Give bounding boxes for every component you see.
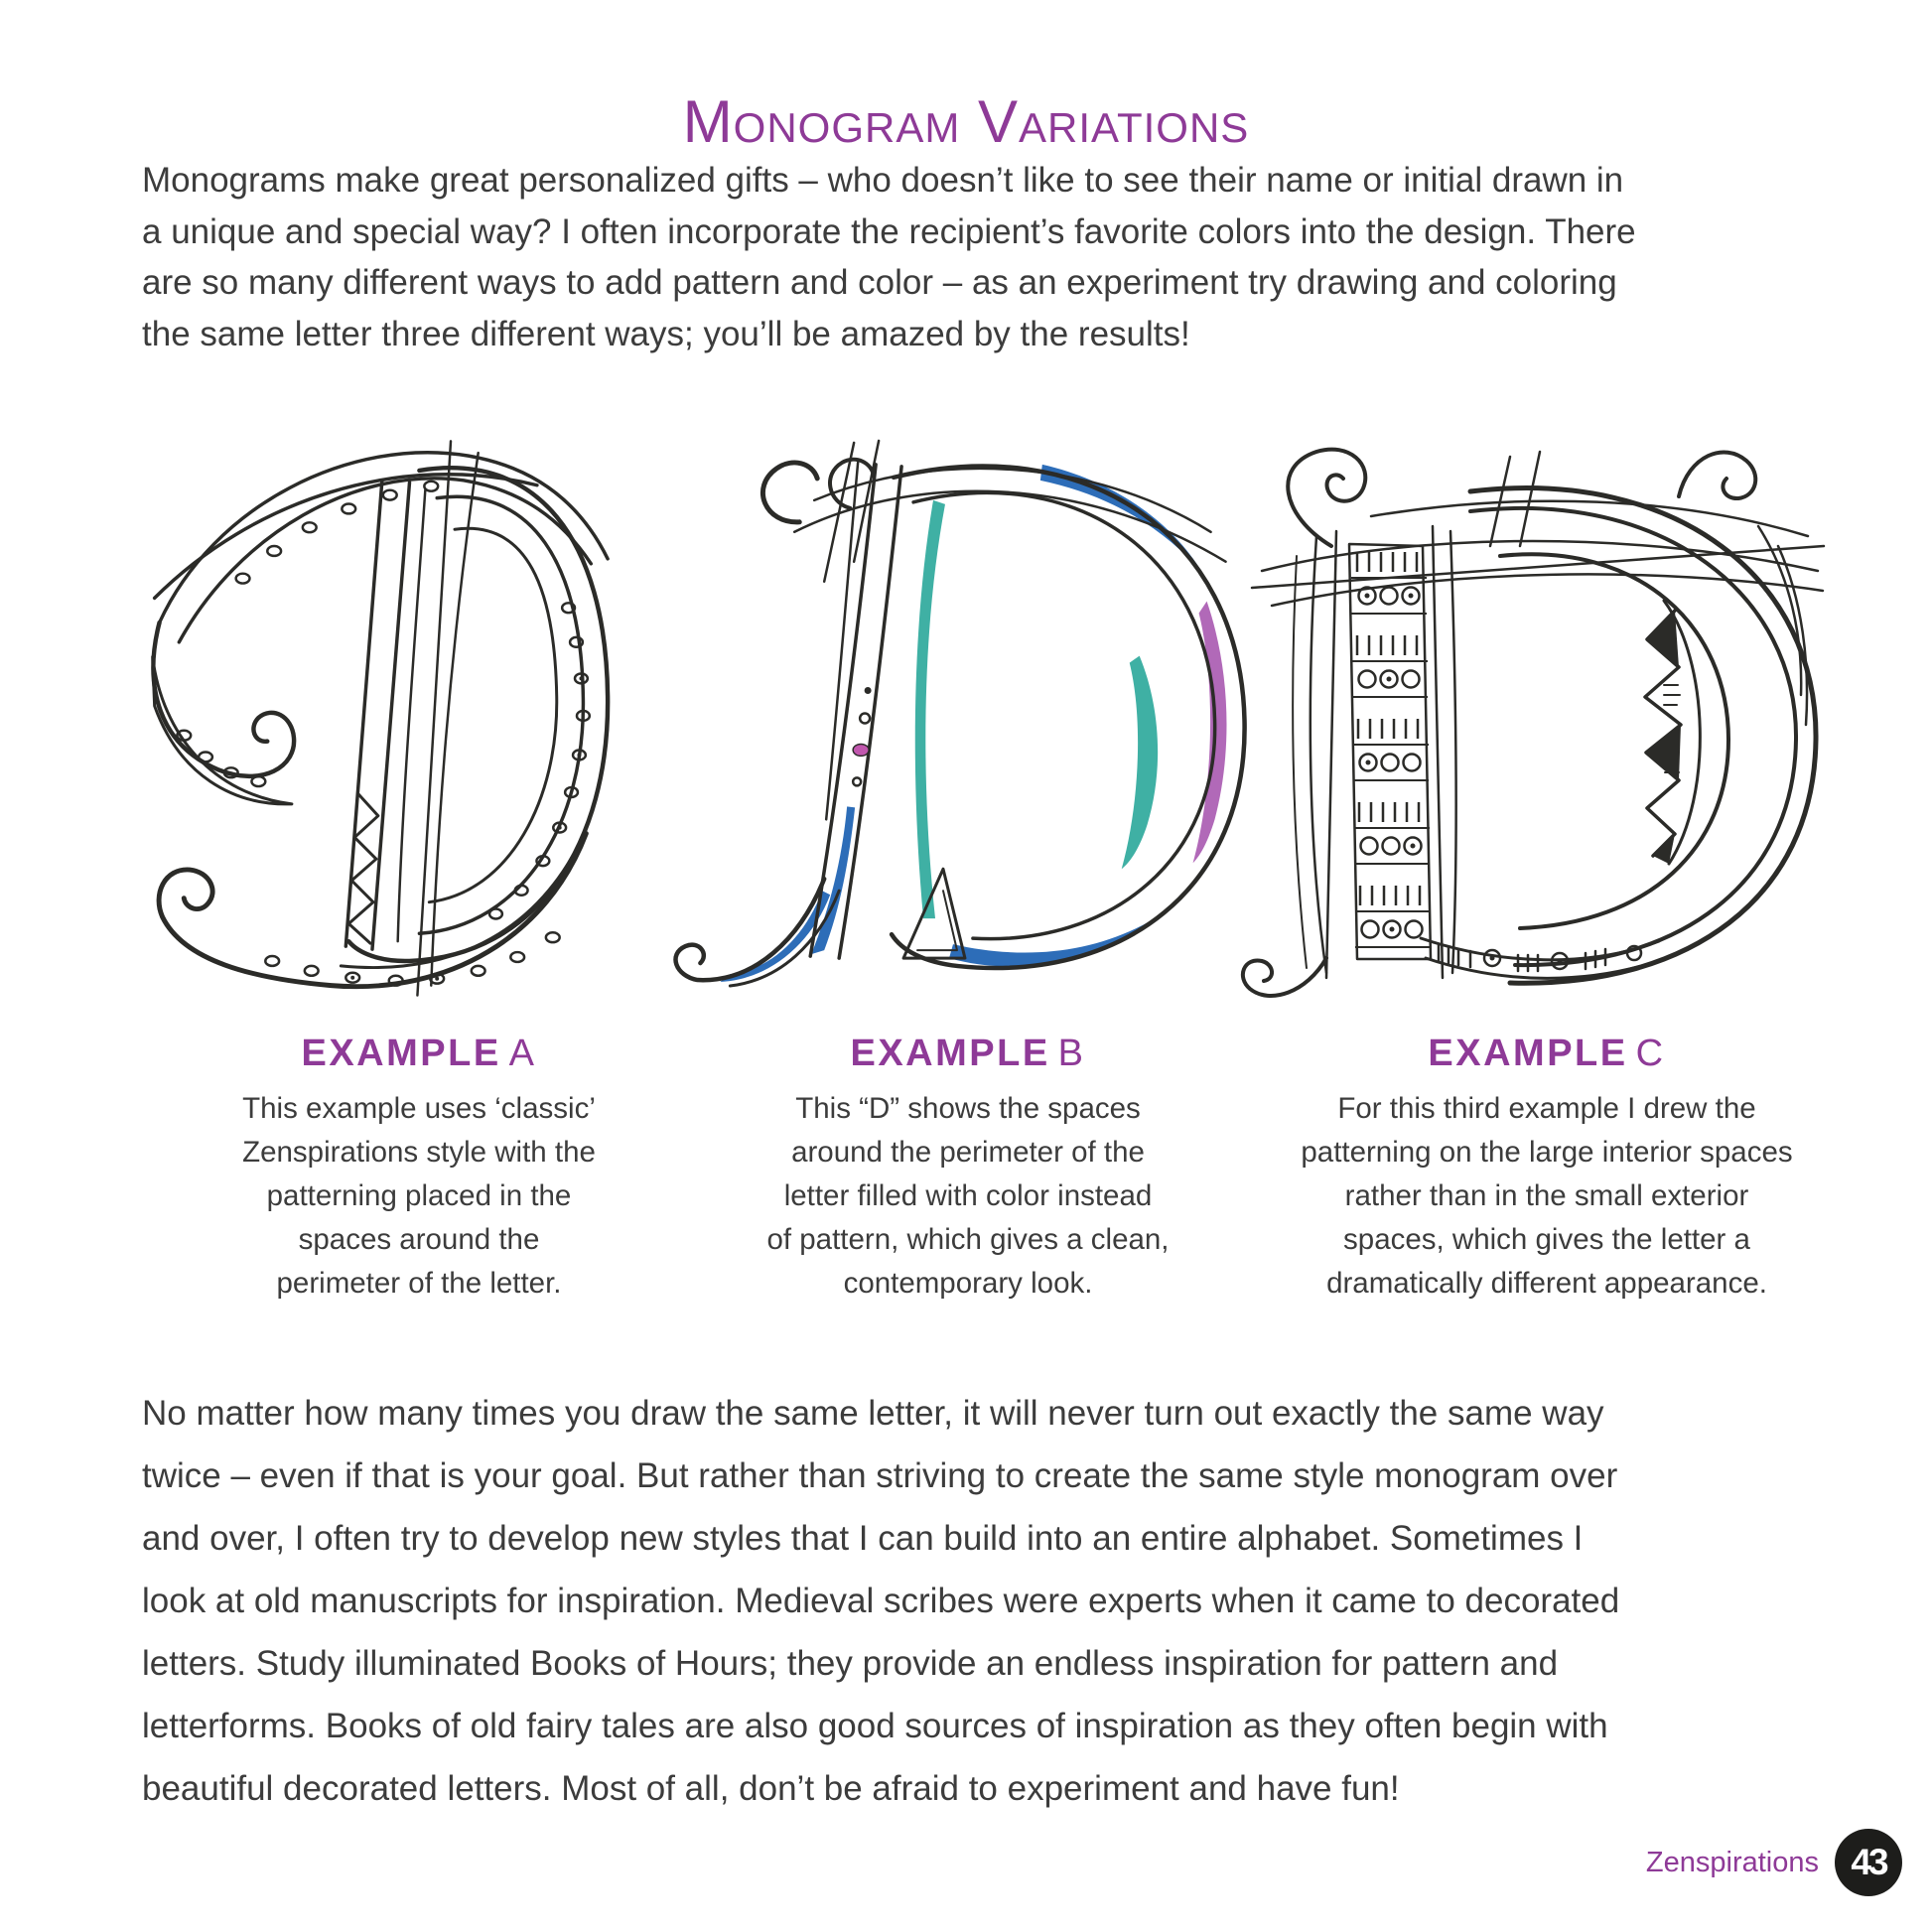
monogram-d-example-a-drawing <box>125 409 616 1013</box>
text-line: letter filled with color instead <box>783 1179 1153 1212</box>
text-line: Zenspirations style with the <box>242 1136 596 1169</box>
example-c-label <box>1239 1033 1855 1075</box>
pattern-filled-triangles <box>1365 594 1682 964</box>
brand-name: Zenspirations <box>1645 1846 1819 1878</box>
page-footer <box>1646 1829 1902 1896</box>
example-a-caption <box>111 1033 727 1306</box>
example-label-word: EXAMPLE <box>850 1033 1050 1074</box>
text-line: rather than in the small exterior <box>1344 1179 1749 1212</box>
example-label-letter: B <box>1057 1033 1086 1074</box>
letter-d-ink-strokes <box>1243 450 1824 996</box>
example-b-caption <box>660 1033 1276 1306</box>
example-label-letter: C <box>1635 1033 1666 1074</box>
text-line: patterning placed in the <box>266 1179 572 1212</box>
text-line: twice – even if that is your goal. But rather than striving to create the same style monogram over <box>142 1456 1618 1495</box>
text-line: beautiful decorated letters. Most of all, don’t be afraid to experiment and have fun! <box>142 1769 1400 1808</box>
stem-pattern-band <box>1351 552 1431 947</box>
example-b-label <box>660 1033 1276 1075</box>
example-label-word: EXAMPLE <box>1428 1033 1628 1074</box>
stem-dot <box>865 687 872 694</box>
closing-paragraph <box>142 1382 1860 1820</box>
text-line: and over, I often try to develop new styles that I can build into an entire alphabet. Sometimes I <box>142 1519 1584 1558</box>
example-b-description <box>660 1087 1276 1306</box>
monogram-d-example-c-drawing <box>1118 397 1853 1013</box>
text-line: This “D” shows the spaces <box>795 1092 1141 1125</box>
text-line: letters. Study illuminated Books of Hours; they provide an endless inspiration for pattern and <box>142 1644 1559 1683</box>
magenta-dot <box>853 744 869 756</box>
page-number-badge <box>1835 1829 1902 1896</box>
example-label-word: EXAMPLE <box>301 1033 501 1074</box>
text-line: the same letter three different ways; you’ll be amazed by the results! <box>142 314 1190 353</box>
color-fill-teal-left <box>915 500 945 918</box>
text-line: No matter how many times you draw the same letter, it will never turn out exactly the same way <box>142 1394 1604 1433</box>
text-line: For this third example I drew the <box>1337 1092 1756 1125</box>
text-line: spaces around the <box>298 1223 540 1256</box>
intro-paragraph <box>142 155 1840 359</box>
text-line: patterning on the large interior spaces <box>1301 1136 1793 1169</box>
page-number: 43 <box>1851 1842 1886 1882</box>
text-line: Monograms make great personalized gifts – who doesn’t like to see their name or initial drawn in <box>142 161 1624 200</box>
text-line: a unique and special way? I often incorporate the recipient’s favorite colors into the design. There <box>142 211 1636 251</box>
letter-d-ink-strokes <box>153 441 608 995</box>
text-line: look at old manuscripts for inspiration. Medieval scribes were experts when it came to decorated <box>142 1582 1620 1620</box>
example-c-caption <box>1239 1033 1855 1306</box>
text-line: are so many different ways to add pattern and color – as an experiment try drawing and coloring <box>142 263 1617 302</box>
example-a-description <box>111 1087 727 1306</box>
text-line: around the perimeter of the <box>791 1136 1145 1169</box>
example-a-label <box>111 1033 727 1075</box>
text-line: of pattern, which gives a clean, <box>766 1223 1170 1256</box>
text-line: contemporary look. <box>843 1267 1093 1300</box>
text-line: This example uses ‘classic’ <box>242 1092 596 1125</box>
text-line: letterforms. Books of old fairy tales are also good sources of inspiration as they often begin with <box>142 1707 1608 1745</box>
text-line: dramatically different appearance. <box>1326 1267 1767 1300</box>
page-title: Monogram Variations <box>682 88 1250 155</box>
circle-chain-pattern <box>177 482 589 986</box>
text-line: spaces, which gives the letter a <box>1343 1223 1750 1256</box>
example-c-description <box>1239 1087 1855 1306</box>
text-line: perimeter of the letter. <box>276 1267 562 1300</box>
example-label-letter: A <box>508 1033 537 1074</box>
